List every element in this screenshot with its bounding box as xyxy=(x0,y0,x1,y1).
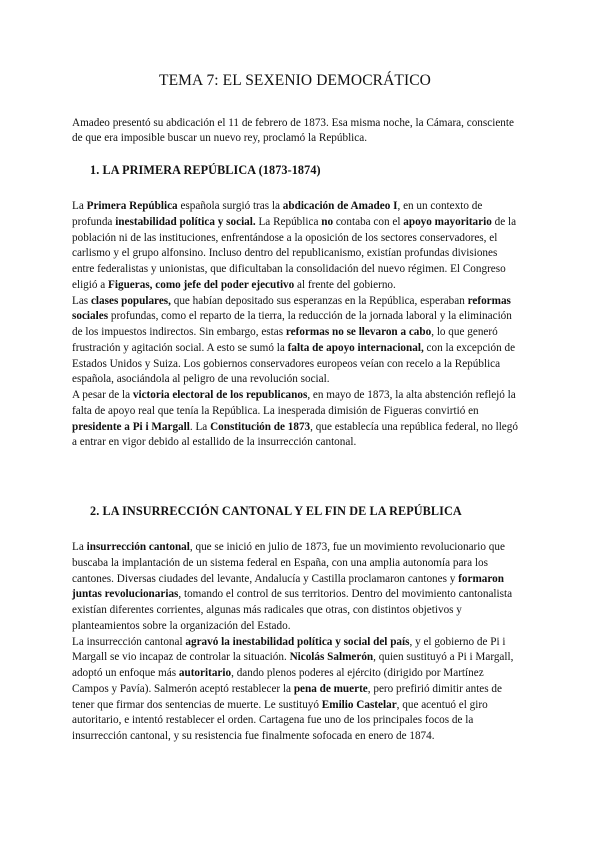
bold-text: Constitución de 1873 xyxy=(210,420,311,433)
text-run: , en un contexto de profunda xyxy=(72,200,483,228)
text-run: , que acentuó el giro autoritario, e intentó restablecer el orden. Cartagena fue uno de los principales focos de la insurrección cantonal, y su resistencia fue finalmente sofocada en enero de 1874. xyxy=(72,698,488,742)
bold-text: victoria electoral de los republicanos xyxy=(132,389,308,401)
bold-text: formaron juntas revolucionarias xyxy=(72,572,504,601)
text-run: que habían depositado sus esperanzas en la República, esperaban xyxy=(170,294,468,307)
section-heading-1: 1. LA PRIMERA REPÚBLICA (1873-1874) xyxy=(90,163,321,177)
text-run: , en mayo de 1873, la alta abstención reflejó la falta de apoyo real que tenía la República. La inesperada dimisión de Figueras convirtió en xyxy=(72,389,516,417)
bold-text: clases populares, xyxy=(90,294,171,307)
bold-text: autoritario xyxy=(178,667,232,679)
bold-text: apoyo mayoritario xyxy=(403,215,492,228)
intro-paragraph: Amadeo presentó su abdicación el 11 de febrero de 1873. Esa misma noche, la Cámara, consciente de que era imposible buscar un nuevo rey, proclamó la República. xyxy=(72,117,514,145)
bold-text: insurrección cantonal xyxy=(86,541,190,553)
section-body-1 xyxy=(72,199,518,451)
text-run: , dando plenos poderes al ejército (dirigido por Martínez Campos y Pavía). Salmerón aceptó restablecer la xyxy=(72,667,484,695)
text-run: , que establecía una república federal, no llegó a entrar en vigor debido al estallido de la insurrección cantonal. xyxy=(72,420,518,449)
bold-text: reformas sociales xyxy=(72,294,511,323)
text-run: A pesar de la xyxy=(72,389,133,401)
paragraph xyxy=(72,388,518,451)
bold-text: falta de apoyo internacional, xyxy=(287,341,424,354)
bold-text: presidente a Pi i Margall xyxy=(72,420,190,433)
paragraph xyxy=(72,540,518,635)
text-run: , que se inició en julio de 1873, fue un movimiento revolucionario que buscaba la implantación de un sistema federal en España, con una amplia autonomía para los cantones. Diversas ciudades del levante, Andalucía y Castilla proclamaron cantones y xyxy=(72,541,505,585)
text-run: La insurrección cantonal xyxy=(72,635,186,648)
bold-text: reformas no se llevaron a cabo xyxy=(285,326,432,338)
paragraph xyxy=(72,294,518,389)
bold-text: Emilio Castelar xyxy=(321,698,397,711)
text-run: La República xyxy=(255,215,322,228)
text-run: contaba con el xyxy=(333,215,404,228)
text-run: , pero prefirió dimitir antes de tener que firmar dos sentencias de muerte. Le sustituyó xyxy=(72,682,502,711)
bold-text: Nicolás Salmerón xyxy=(289,651,374,664)
section-body-2 xyxy=(72,540,518,745)
text-run: con la excepción de Estados Unidos y Suiza. Los gobiernos conservadores europeos veían con recelo a la República española, asociándola al peligro de una revolución social. xyxy=(72,341,516,386)
text-run: La xyxy=(72,200,87,212)
text-run: profundas, como el reparto de la tierra, la reducción de la jornada laboral y la eliminación de los impuestos indirectos. Sin embargo, estas xyxy=(72,310,512,338)
text-run: Las xyxy=(72,294,91,307)
text-run: , tomando el control de sus territorios. Dentro del movimiento cantonalista existían diferentes corrientes, algunas más radicales que otras, con distintos objetivos y planteamientos sobre la organización del Estado. xyxy=(72,588,513,632)
paragraph xyxy=(72,199,518,294)
paragraph xyxy=(72,635,518,745)
text-run: , quien sustituyó a Pi i Margall, adoptó un enfoque más xyxy=(72,651,514,679)
text-run: de la población ni de las instituciones, enfrentándose a la oposición de los sectores conservadores, el carlismo y el grupo alfonsino. Incluso dentro del republicanismo, existían profundas divisiones entre federalistas y unionistas, que dificultaban la consolidación del nuevo régimen. El Congreso eligió a xyxy=(72,215,517,291)
bold-text: inestabilidad política y social. xyxy=(115,215,256,228)
text-run: . La xyxy=(189,420,211,433)
bold-text: pena de muerte xyxy=(293,682,368,695)
bold-text: no xyxy=(321,215,334,228)
text-run: española surgió tras la xyxy=(177,200,283,212)
bold-text: Primera República xyxy=(86,200,178,212)
page-title: TEMA 7: EL SEXENIO DEMOCRÁTICO xyxy=(159,72,431,89)
bold-text: abdicación de Amadeo I xyxy=(282,200,398,212)
text-run: La xyxy=(72,541,87,553)
text-run: , lo que generó frustración y agitación social. A esto se sumó la xyxy=(72,326,498,354)
bold-text: Figueras, como jefe del poder ejecutivo xyxy=(108,278,295,291)
text-run: , y el gobierno de Pi i Margall se vio incapaz de controlar la situación. xyxy=(72,635,506,664)
bold-text: agravó la inestabilidad política y social del país xyxy=(185,635,410,648)
text-run: al frente del gobierno. xyxy=(294,278,396,291)
section-heading-2: 2. LA INSURRECCIÓN CANTONAL Y EL FIN DE LA REPÚBLICA xyxy=(90,504,462,518)
